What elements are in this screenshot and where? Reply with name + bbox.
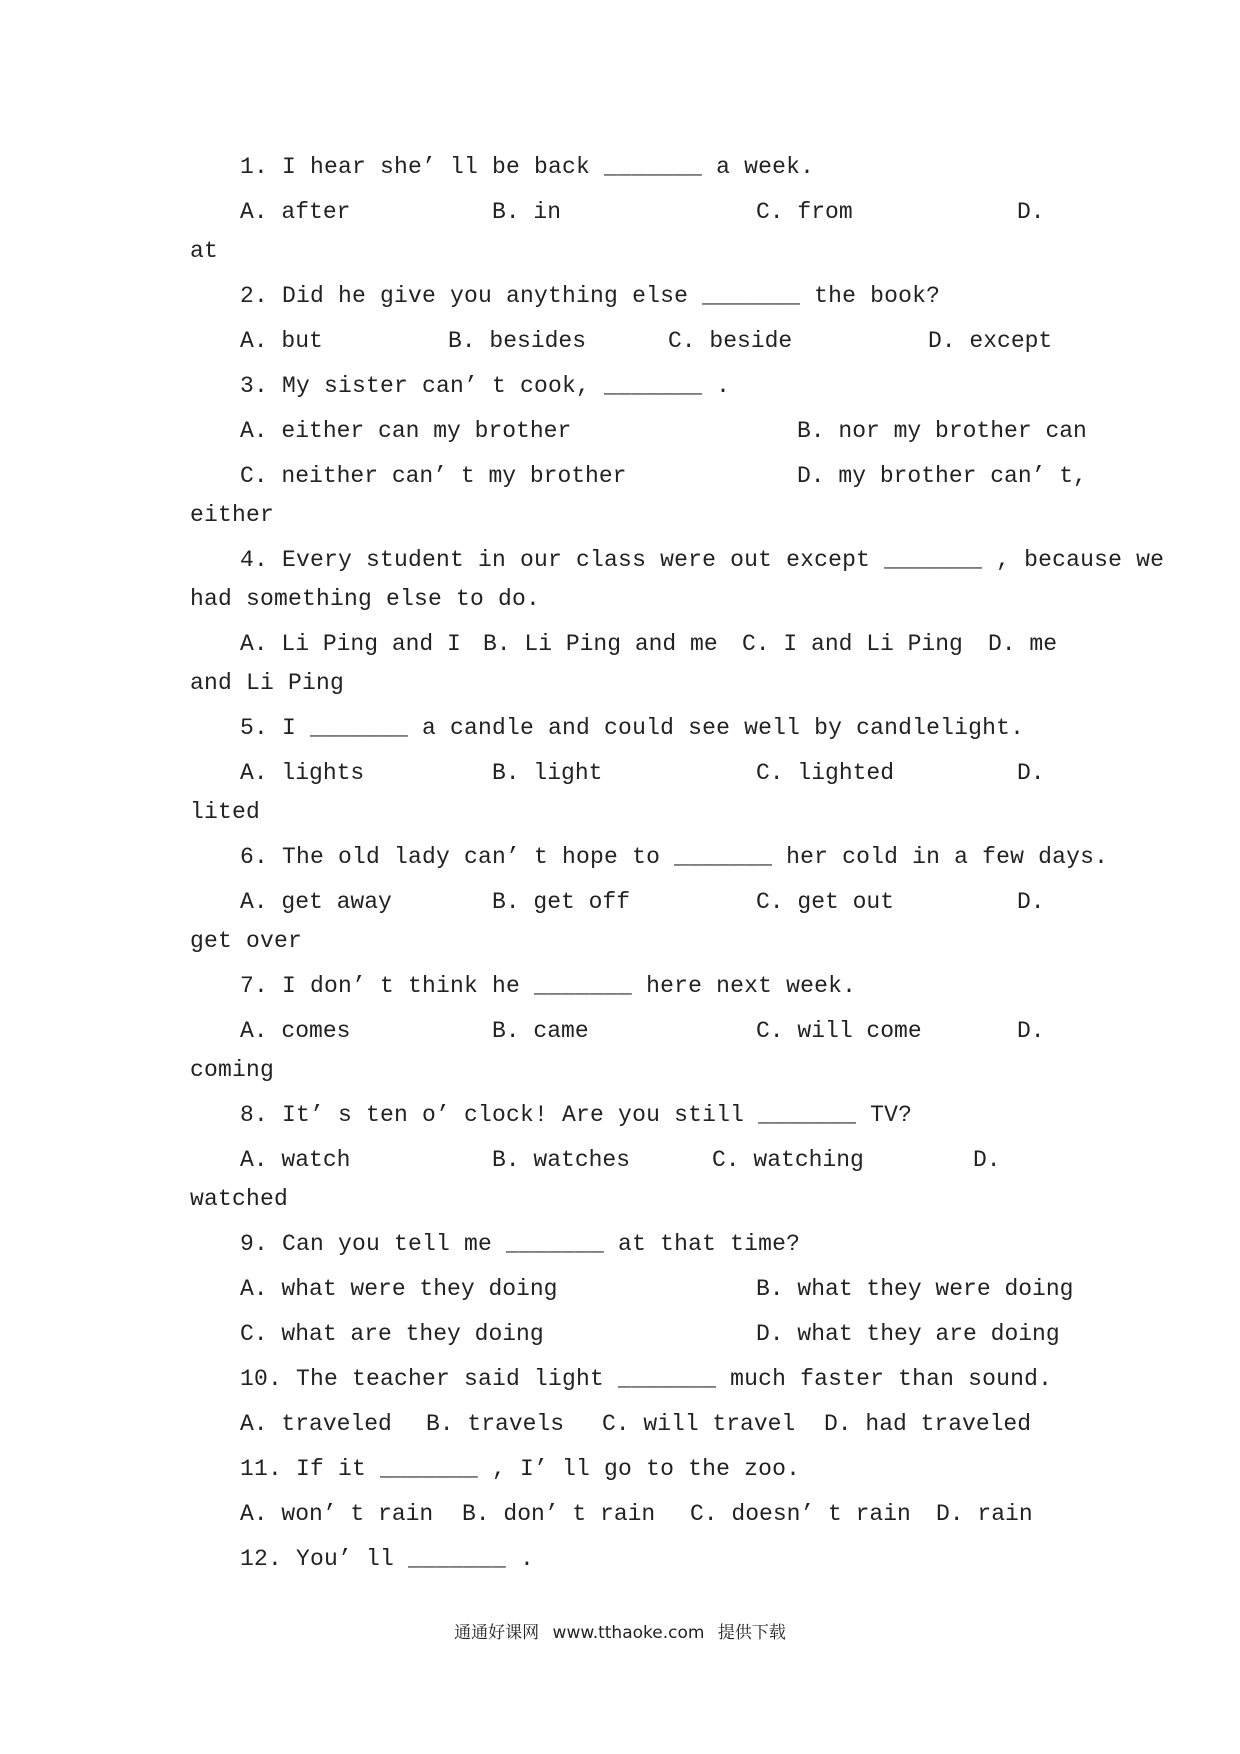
- question-3-option-b: B. nor my brother can: [797, 418, 1087, 444]
- question-5-option-c: C. lighted: [756, 760, 895, 786]
- question-11-option-d: D. rain: [936, 1501, 1033, 1527]
- question-5-option-d-wrap: lited: [190, 799, 261, 825]
- question-8-option-a: A. watch: [240, 1147, 351, 1173]
- question-11-option-a: A. won’ t rain: [240, 1501, 434, 1527]
- question-1-option-a: A. after: [240, 199, 351, 225]
- question-8-stem: 8. It’ s ten o’ clock! Are you still _______ TV?: [240, 1102, 913, 1128]
- question-10-option-d: D. had traveled: [824, 1411, 1032, 1437]
- question-3-option-c: C. neither can’ t my brother: [240, 463, 627, 489]
- footer-action: 提供下载: [717, 1623, 786, 1643]
- question-7-option-c: C. will come: [756, 1018, 922, 1044]
- question-2-option-c: C. beside: [668, 328, 793, 354]
- question-1-option-d-wrap: at: [190, 238, 219, 264]
- question-5-stem: 5. I _______ a candle and could see well by candlelight.: [240, 715, 1025, 741]
- question-10-stem: 10. The teacher said light _______ much faster than sound.: [240, 1366, 1053, 1392]
- question-7-option-d: D.: [1017, 1018, 1045, 1044]
- question-4-stem: 4. Every student in our class were out except _______ , because we: [240, 547, 1165, 573]
- question-4-option-d: D. me: [988, 631, 1058, 657]
- question-2-option-d: D. except: [928, 328, 1053, 354]
- question-6-stem: 6. The old lady can’ t hope to _______ her cold in a few days.: [240, 844, 1109, 870]
- question-2-stem: 2. Did he give you anything else _______ the book?: [240, 283, 941, 309]
- question-4-option-b: B. Li Ping and me: [483, 631, 718, 657]
- question-3-stem: 3. My sister can’ t cook, _______ .: [240, 373, 731, 399]
- question-6-option-b: B. get off: [492, 889, 631, 915]
- question-10-option-a: A. traveled: [240, 1411, 392, 1437]
- question-7-option-d-wrap: coming: [190, 1057, 275, 1083]
- question-6-option-c: C. get out: [756, 889, 895, 915]
- question-8-option-b: B. watches: [492, 1147, 631, 1173]
- question-3-option-d-wrap: either: [190, 502, 275, 528]
- question-2-option-b: B. besides: [448, 328, 587, 354]
- question-11-option-c: C. doesn’ t rain: [690, 1501, 911, 1527]
- question-1-option-d: D.: [1017, 199, 1045, 225]
- question-9-stem: 9. Can you tell me _______ at that time?: [240, 1231, 801, 1257]
- question-9-option-d: D. what they are doing: [756, 1321, 1060, 1347]
- question-9-option-c: C. what are they doing: [240, 1321, 544, 1347]
- question-12-stem: 12. You’ ll _______ .: [240, 1546, 535, 1572]
- question-6-option-d-wrap: get over: [190, 928, 303, 954]
- question-5-option-b: B. light: [492, 760, 603, 786]
- question-7-stem: 7. I don’ t think he _______ here next week.: [240, 973, 857, 999]
- question-7-option-b: B. came: [492, 1018, 589, 1044]
- question-9-option-b: B. what they were doing: [756, 1276, 1074, 1302]
- question-6-option-d: D.: [1017, 889, 1045, 915]
- question-11-stem: 11. If it _______ , I’ ll go to the zoo.: [240, 1456, 801, 1482]
- question-7-option-a: A. comes: [240, 1018, 351, 1044]
- question-9-option-a: A. what were they doing: [240, 1276, 558, 1302]
- question-5-option-a: A. lights: [240, 760, 365, 786]
- question-4-option-c: C. I and Li Ping: [742, 631, 963, 657]
- question-4-option-d-wrap: and Li Ping: [190, 670, 345, 696]
- question-8-option-c: C. watching: [712, 1147, 864, 1173]
- question-1-option-b: B. in: [492, 199, 562, 225]
- footer-site-name: 通通好课网: [454, 1623, 540, 1643]
- question-3-option-a: A. either can my brother: [240, 418, 572, 444]
- question-6-option-a: A. get away: [240, 889, 392, 915]
- question-2-option-a: A. but: [240, 328, 323, 354]
- page-footer: [0, 1618, 1240, 1643]
- question-5-option-d: D.: [1017, 760, 1045, 786]
- question-1-option-c: C. from: [756, 199, 853, 225]
- question-4-stem-wrap: had something else to do.: [190, 586, 541, 612]
- question-3-option-d: D. my brother can’ t,: [797, 463, 1087, 489]
- question-4-option-a: A. Li Ping and I: [240, 631, 461, 657]
- question-10-option-c: C. will travel: [602, 1411, 796, 1437]
- question-10-option-b: B. travels: [426, 1411, 565, 1437]
- footer-url[interactable]: www.tthaoke.com: [552, 1623, 705, 1643]
- question-8-option-d: D.: [973, 1147, 1001, 1173]
- question-11-option-b: B. don’ t rain: [462, 1501, 656, 1527]
- question-1-stem: 1. I hear she’ ll be back _______ a week.: [240, 154, 815, 180]
- question-8-option-d-wrap: watched: [190, 1186, 289, 1212]
